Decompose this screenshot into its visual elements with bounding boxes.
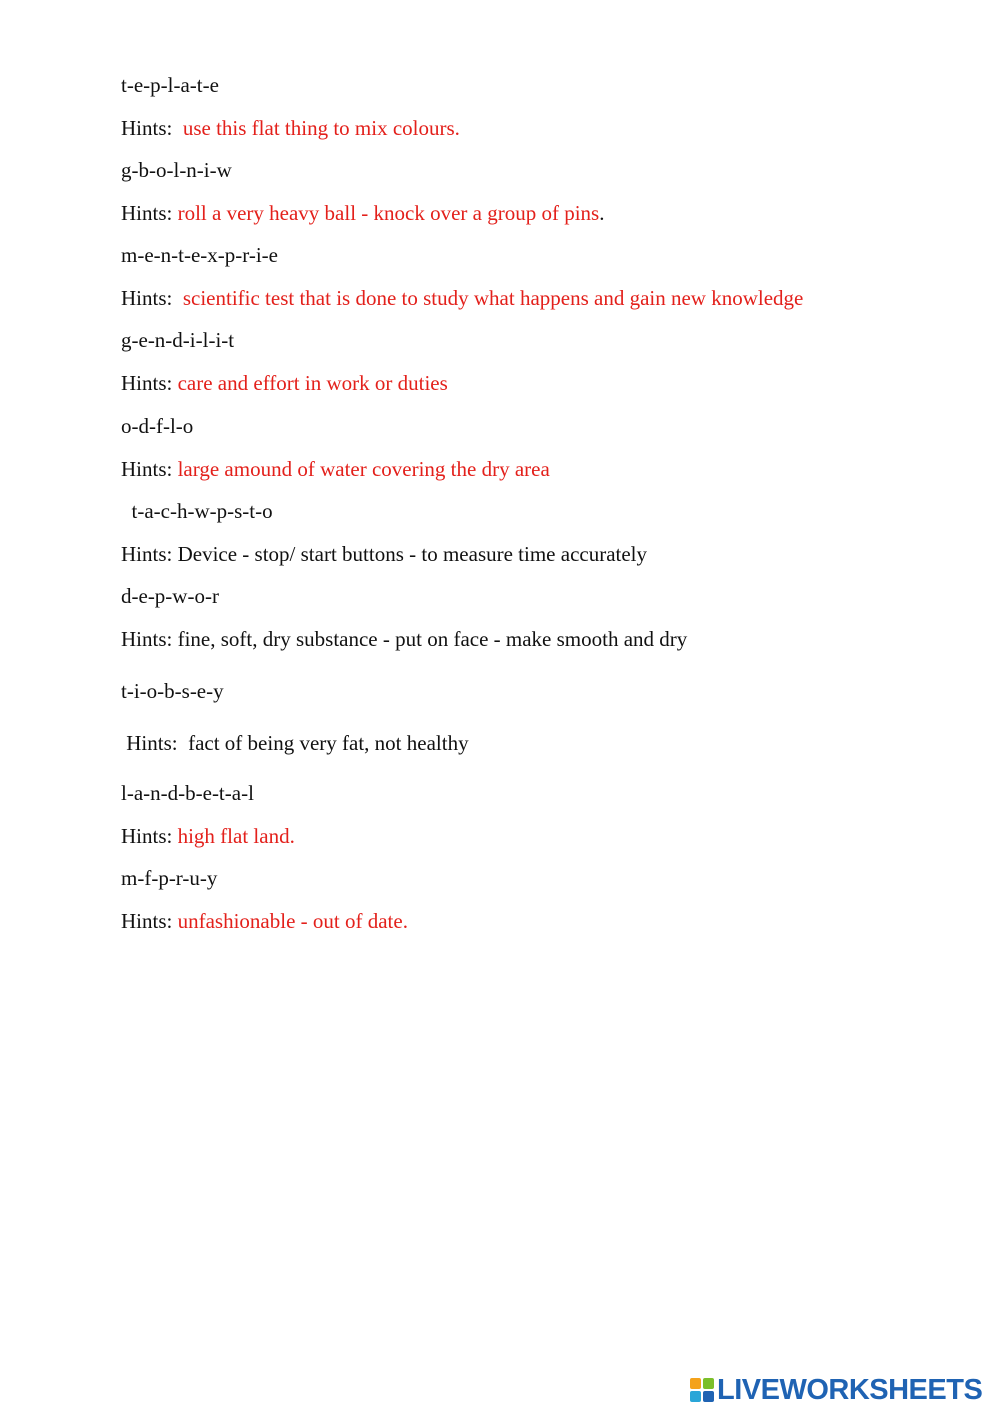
logo-square: [703, 1378, 714, 1389]
hint-line: [121, 909, 408, 933]
scrambled-word: t-e-p-l-a-t-e: [121, 73, 219, 97]
hint-text: roll a very heavy ball - knock over a group of pins: [177, 201, 600, 225]
scrambled-word: t-i-o-b-s-e-y: [121, 679, 224, 703]
hint-label: Hints: Device - stop/ start buttons - to measure time accurately: [121, 542, 648, 566]
scrambled-word: t-a-c-h-w-p-s-t-o: [121, 499, 273, 523]
scrambled-word: g-b-o-l-n-i-w: [121, 158, 232, 182]
liveworksheets-logo-icon: [690, 1378, 714, 1402]
hint-label: Hints:: [121, 116, 183, 140]
liveworksheets-logo: [690, 1374, 982, 1406]
hint-line: [121, 627, 687, 651]
hint-label: Hints:: [121, 909, 178, 933]
hint-line: [121, 371, 448, 395]
hint-text: use this flat thing to mix colours.: [182, 116, 460, 140]
hint-line: [121, 116, 460, 140]
hint-text: scientific test that is done to study what happens and gain new knowledge: [182, 286, 804, 310]
scrambled-word: d-e-p-w-o-r: [121, 584, 219, 608]
hint-label: Hints:: [121, 824, 178, 848]
hint-text: care and effort in work or duties: [177, 371, 448, 395]
hint-line: [121, 824, 295, 848]
hint-trailing: .: [599, 201, 605, 225]
scrambled-word: m-f-p-r-u-y: [121, 866, 218, 890]
hint-line: [121, 201, 604, 225]
hint-line: [121, 542, 647, 566]
scrambled-word: o-d-f-l-o: [121, 414, 194, 438]
hint-label: Hints: fine, soft, dry substance - put on face - make smooth and dry: [121, 627, 688, 651]
hint-line: [121, 457, 550, 481]
scrambled-word: m-e-n-t-e-x-p-r-i-e: [121, 243, 278, 267]
logo-square: [690, 1391, 701, 1402]
logo-square: [703, 1391, 714, 1402]
logo-wordmark: LIVEWORKSHEETS: [717, 1373, 983, 1406]
hint-label: Hints: fact of being very fat, not healthy: [121, 731, 469, 755]
logo-square: [690, 1378, 701, 1389]
hint-line: [121, 731, 469, 755]
hint-line: [121, 286, 803, 310]
hint-text: high flat land.: [177, 824, 295, 848]
hint-text: unfashionable - out of date.: [177, 909, 408, 933]
hint-label: Hints:: [121, 371, 178, 395]
hint-label: Hints:: [121, 286, 183, 310]
hint-label: Hints:: [121, 201, 178, 225]
hint-label: Hints:: [121, 457, 178, 481]
scrambled-word: l-a-n-d-b-e-t-a-l: [121, 781, 254, 805]
hint-text: large amound of water covering the dry area: [177, 457, 550, 481]
scrambled-word: g-e-n-d-i-l-i-t: [121, 328, 235, 352]
